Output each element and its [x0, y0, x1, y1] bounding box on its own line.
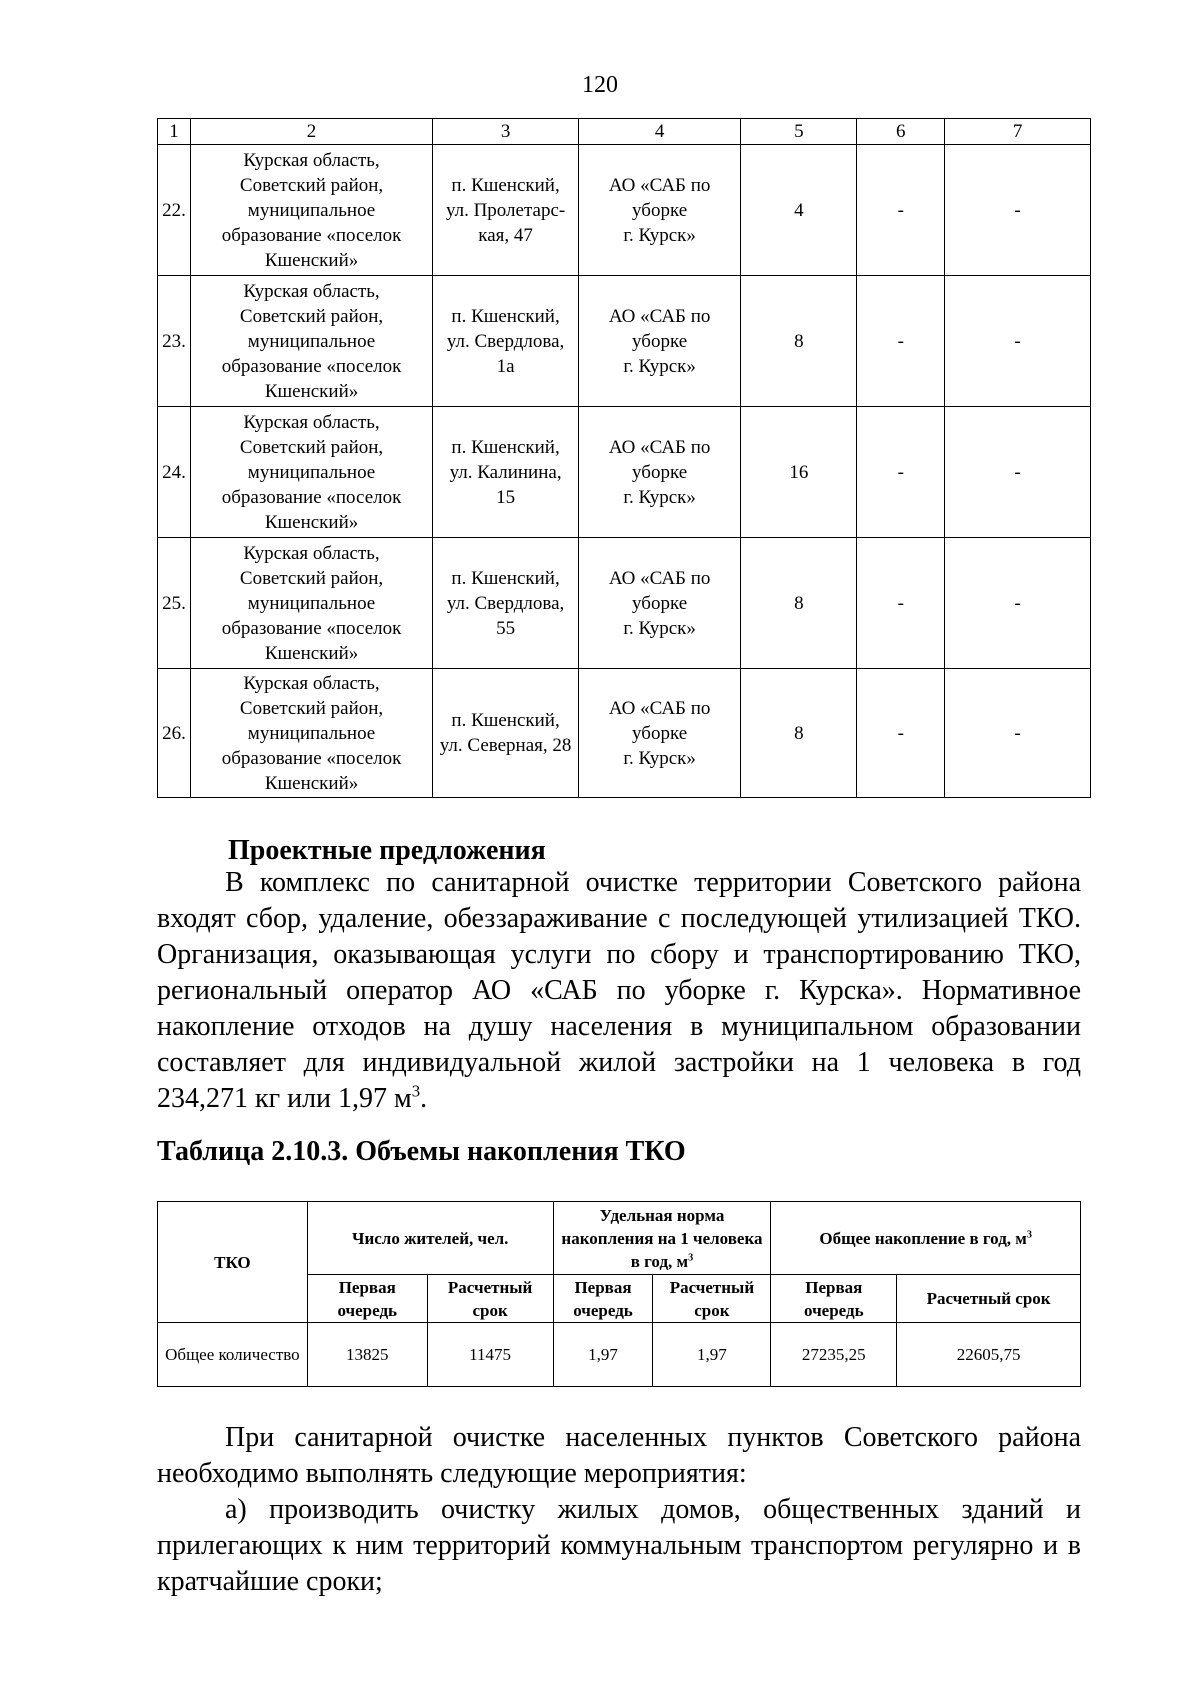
header-residents: Число жителей, чел.: [307, 1202, 553, 1275]
tko-volume-table: [157, 1201, 1081, 1387]
table-caption: Таблица 2.10.3. Объемы накопления ТКО: [157, 1136, 686, 1167]
row-label: Общее количество: [158, 1323, 308, 1387]
table-row: [158, 276, 1091, 407]
header-tko: ТКО: [158, 1202, 308, 1323]
row-number: 22.: [158, 145, 191, 276]
section-title: Проектные предложения: [228, 835, 546, 866]
col6-cell: -: [857, 145, 945, 276]
table-header-row: [158, 1202, 1081, 1275]
col6-cell: -: [857, 276, 945, 407]
address-cell: п. Кшенский, ул. Свердлова, 1а: [433, 276, 579, 407]
total-calc: 22605,75: [897, 1323, 1081, 1387]
subheader-calc: Расчетный срок: [653, 1275, 771, 1323]
address-cell: п. Кшенский, ул. Северная, 28: [433, 669, 579, 798]
norm-calc: 1,97: [653, 1323, 771, 1387]
table-row: [158, 145, 1091, 276]
count-cell: 8: [741, 538, 857, 669]
column-header: 6: [857, 119, 945, 145]
measures-text: [157, 1420, 1081, 1600]
row-number: 25.: [158, 538, 191, 669]
location-cell: Курская область, Советский район, муниципальное образование «поселок Кшенский»: [190, 407, 432, 538]
location-cell: Курская область, Советский район, муниципальное образование «поселок Кшенский»: [190, 145, 432, 276]
project-proposals-paragraph: В комплекс по санитарной очистке территории Советского района входят сбор, удаление, обеззараживание с последующей утилизацией ТКО. Организация, оказывающая услуги по сбору и транспортированию ТКО, региональный оператор АО «САБ по уборке г. Курска». Нормативное накопление отходов на душу населения в муниципальном образовании составляет для индивидуальной жилой застройки на 1 человека в год 234,271 кг или 1,97 $м^3$.: [157, 867, 1081, 1114]
col7-cell: -: [945, 538, 1091, 669]
norm-first: 1,97: [553, 1323, 653, 1387]
header-norm: Удельная норма накопления на 1 человека в год, $м^3$: [553, 1202, 771, 1275]
operator-cell: АО «САБ по уборке г. Курск»: [578, 407, 740, 538]
subheader-calc: Расчетный срок: [427, 1275, 553, 1323]
col7-cell: -: [945, 669, 1091, 798]
col6-cell: -: [857, 407, 945, 538]
header-total: Общее накопление в год, $м^3$: [771, 1202, 1081, 1275]
row-number: 26.: [158, 669, 191, 798]
table-header-row: [158, 119, 1091, 145]
address-cell: п. Кшенский, ул. Пролетарс- кая, 47: [433, 145, 579, 276]
location-cell: Курская область, Советский район, муниципальное образование «поселок Кшенский»: [190, 669, 432, 798]
table-row: [158, 538, 1091, 669]
measures-intro-paragraph: При санитарной очистке населенных пунктов Советского района необходимо выполнять следующие мероприятия:: [157, 1422, 1081, 1489]
page-number: 120: [582, 72, 618, 98]
subheader-first: Первая очередь: [771, 1275, 897, 1323]
location-cell: Курская область, Советский район, муниципальное образование «поселок Кшенский»: [190, 276, 432, 407]
subheader-calc: Расчетный срок: [897, 1275, 1081, 1323]
col7-cell: -: [945, 407, 1091, 538]
column-header: 1: [158, 119, 191, 145]
col6-cell: -: [857, 538, 945, 669]
count-cell: 4: [741, 145, 857, 276]
column-header: 4: [578, 119, 740, 145]
operator-cell: АО «САБ по уборке г. Курск»: [578, 145, 740, 276]
table-row: [158, 407, 1091, 538]
col7-cell: -: [945, 145, 1091, 276]
residents-first: 13825: [307, 1323, 427, 1387]
count-cell: 8: [741, 669, 857, 798]
table-row: [158, 1323, 1081, 1387]
column-header: 3: [433, 119, 579, 145]
count-cell: 8: [741, 276, 857, 407]
address-cell: п. Кшенский, ул. Свердлова, 55: [433, 538, 579, 669]
measure-a-paragraph: а) производить очистку жилых домов, общественных зданий и прилегающих к ним территорий коммунальным транспортом регулярно и в кратчайшие сроки;: [157, 1494, 1081, 1597]
operator-cell: АО «САБ по уборке г. Курск»: [578, 669, 740, 798]
collection-points-table: [157, 118, 1091, 798]
operator-cell: АО «САБ по уборке г. Курск»: [578, 276, 740, 407]
total-first: 27235,25: [771, 1323, 897, 1387]
column-header: 5: [741, 119, 857, 145]
residents-calc: 11475: [427, 1323, 553, 1387]
col6-cell: -: [857, 669, 945, 798]
row-number: 23.: [158, 276, 191, 407]
subheader-first: Первая очередь: [553, 1275, 653, 1323]
col7-cell: -: [945, 276, 1091, 407]
row-number: 24.: [158, 407, 191, 538]
location-cell: Курская область, Советский район, муниципальное образование «поселок Кшенский»: [190, 538, 432, 669]
subheader-first: Первая очередь: [307, 1275, 427, 1323]
count-cell: 16: [741, 407, 857, 538]
table-row: [158, 669, 1091, 798]
column-header: 2: [190, 119, 432, 145]
address-cell: п. Кшенский, ул. Калинина, 15: [433, 407, 579, 538]
column-header: 7: [945, 119, 1091, 145]
operator-cell: АО «САБ по уборке г. Курск»: [578, 538, 740, 669]
